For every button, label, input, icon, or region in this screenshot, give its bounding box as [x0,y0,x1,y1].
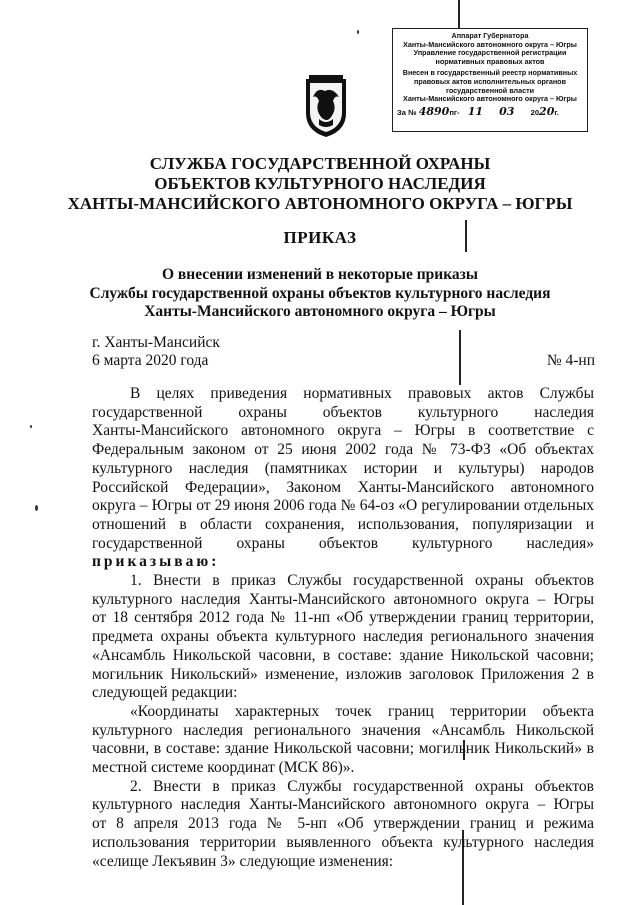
body-line: 1. Внести в приказ Службы государственной охраны объектов [130,572,594,590]
body-line: от 8 апреля 2013 года № 5-нп «Об утверждении границ и режима [92,815,594,833]
body-line: 2. Внести в приказ Службы государственной охраны объектов [130,777,594,795]
body-line: «Координаты характерных точек границ территории объекта [130,702,594,720]
scan-speck [30,425,32,428]
page-title: СЛУЖБА ГОСУДАРСТВЕННОЙ ОХРАНЫ ОБЪЕКТОВ КУЛЬТУРНОГО НАСЛЕДИЯ ХАНТЫ-МАНСИЙСКОГО АВТОНОМНОГО ОКРУГА – ЮГРЫ [67,154,573,213]
scan-line [458,0,460,28]
order-body [92,385,594,871]
body-line: В целях приведения нормативных правовых актов Службы [130,385,594,402]
body-line: округа – Югры от 29 июня 2006 года № 64-оз «О регулировании отдельных [92,497,594,515]
body-line: могильник Никольский» изменение, изложив заголовок Приложения 2 в [92,665,594,683]
stamp-handwritten-number: 4890 [418,104,450,118]
coat-of-arms-icon [303,75,349,139]
stamp-handwritten-year: 20 [539,104,555,118]
order-subject: О внесении изменений в некоторые приказы Службы государственной охраны объектов культурного наследия Ханты-Мансийского автономного округа – Югры [89,266,551,320]
scan-speck [35,505,38,511]
body-line-decree: приказываю: [92,553,220,571]
body-line: культурного наследия регионального значения «Ансамбль Никольской [92,721,594,739]
stamp-line: правовых актов исполнительных органов [413,76,566,86]
order-number: № 4-нп [546,352,595,369]
stamp-line: Ханты-Мансийского автономного округа – Югры [403,94,577,104]
stamp-line: Управление государственной регистрации [413,48,567,58]
body-line: предмета охраны объекта культурного наследия регионального значения [92,628,594,646]
scan-line [459,330,461,385]
body-line: государственной охраны объектов культурного наследия [92,403,594,421]
scan-speck [357,30,359,34]
stamp-line: Аппарат Губернатора [451,31,529,40]
place: г. Ханты-Мансийск [92,334,220,351]
body-line: культурного наследия (памятниках истории и культуры) народов [92,459,594,477]
date: 6 марта 2020 года [92,352,209,369]
body-line: следующей редакции: [92,684,238,702]
body-line: Ханты-Мансийского автономного округа – Югры в соответствие с [92,422,594,440]
stamp-line: государственной власти [445,85,535,95]
stamp-line: Внесен в государственный реестр нормативных [402,68,578,78]
stamp-registration-number: За № 4890пг- 11 03 2020г. [397,104,559,118]
order-heading: ПРИКАЗ [283,228,357,247]
body-line: отношений в области сохранения, использования, популяризации и [92,515,594,533]
body-line: местной системе координат (МСК 86)». [92,759,355,777]
body-line: от 18 сентября 2012 года № 11-нп «Об утверждении границ территории, [92,609,594,627]
body-line: «Ансамбль Никольской часовни, в составе: здание Никольской часовни; [92,646,594,664]
body-line: «селище Лекъявин 3» следующие изменения: [92,852,394,870]
body-line: государственной охраны объектов культурного наследия» [92,534,594,552]
body-line: часовни, в составе: здание Никольской часовни; могильник Никольский» в [92,740,594,758]
stamp-handwritten-month: 03 [499,104,515,118]
body-line: использования территории выявленного объекта культурного наследия [92,833,594,851]
body-line: культурного наследия Ханты-Мансийского автономного округа – Югры [92,796,594,814]
registration-stamp [392,28,588,132]
body-line: Федеральным законом от 25 июня 2002 года № 73-ФЗ «Об объектах [92,441,594,459]
stamp-line: Ханты-Мансийского автономного округа – Югры [403,39,577,49]
body-line: Российской Федерации», Законом Ханты-Мансийского автономного [92,478,594,496]
stamp-handwritten-day: 11 [467,104,484,118]
body-line: культурного наследия Ханты-Мансийского автономного округа – Югры [92,590,594,608]
stamp-line: нормативных правовых актов [435,56,545,66]
